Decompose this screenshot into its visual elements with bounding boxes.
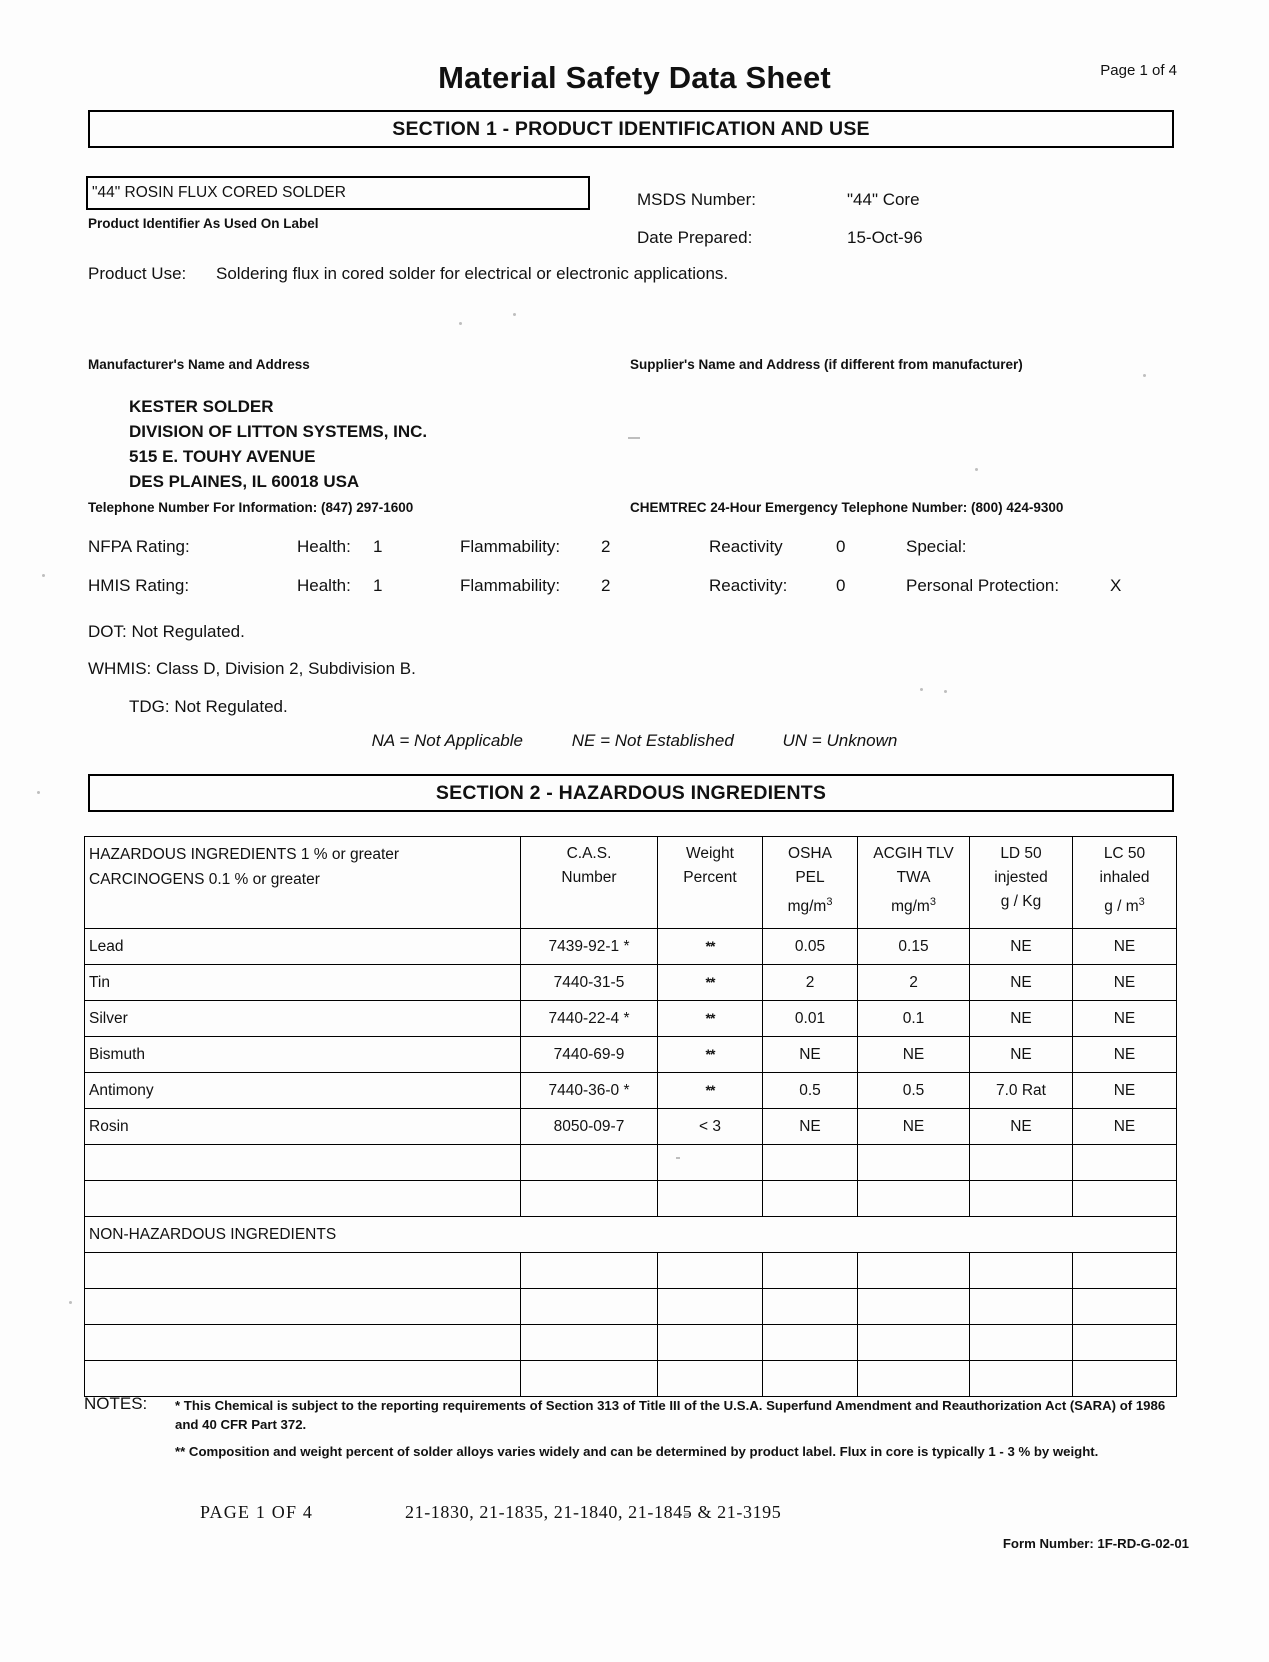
cell-cas bbox=[521, 1253, 658, 1289]
cell-lc50 bbox=[1073, 1253, 1177, 1289]
cell-ingredient-name: Tin bbox=[85, 965, 521, 1001]
col-header-lc50 bbox=[1073, 837, 1177, 929]
scan-speck bbox=[920, 688, 923, 691]
product-identifier-box: "44" ROSIN FLUX CORED SOLDER bbox=[86, 176, 590, 210]
cell-acgih: 0.15 bbox=[858, 929, 970, 965]
cell-cas: 7440-36-0 * bbox=[521, 1073, 658, 1109]
col-header-cas bbox=[521, 837, 658, 929]
col-header-ld50-line2: injested bbox=[994, 869, 1048, 886]
manufacturer-caption: Manufacturer's Name and Address bbox=[88, 357, 310, 372]
cell-cas: 7440-31-5 bbox=[521, 965, 658, 1001]
table-row bbox=[85, 1037, 1177, 1073]
legend-un: UN = Unknown bbox=[782, 731, 898, 750]
cell-ld50 bbox=[970, 1289, 1073, 1325]
cell-acgih bbox=[858, 1145, 970, 1181]
cell-ingredient-name bbox=[85, 1325, 521, 1361]
footer-page-number: PAGE 1 OF 4 bbox=[200, 1502, 314, 1522]
cell-ingredient-name: Antimony bbox=[85, 1073, 521, 1109]
cell-cas bbox=[521, 1145, 658, 1181]
cell-acgih: 2 bbox=[858, 965, 970, 1001]
table-row bbox=[85, 1073, 1177, 1109]
cell-weight: ** bbox=[658, 1037, 763, 1073]
hmis-flammability-label: Flammability: bbox=[460, 576, 561, 595]
address-line: 515 E. TOUHY AVENUE bbox=[129, 447, 316, 466]
cell-acgih: 0.1 bbox=[858, 1001, 970, 1037]
cell-weight bbox=[658, 1289, 763, 1325]
col-header-ld50-units: g / Kg bbox=[1000, 893, 1042, 910]
cell-ld50: NE bbox=[970, 1109, 1073, 1145]
cell-ingredient-name: Rosin bbox=[85, 1109, 521, 1145]
cell-osha: 0.01 bbox=[763, 1001, 858, 1037]
scan-speck bbox=[944, 690, 947, 693]
notes-label: NOTES: bbox=[84, 1394, 148, 1413]
cell-weight bbox=[658, 1181, 763, 1217]
col-header-acgih-line1: ACGIH TLV bbox=[873, 845, 954, 862]
cell-weight: ** bbox=[658, 1001, 763, 1037]
cell-weight bbox=[658, 1361, 763, 1397]
nfpa-flammability-value: 2 bbox=[601, 537, 611, 556]
hmis-personal-protection-value: X bbox=[1110, 576, 1122, 595]
page-title: Material Safety Data Sheet bbox=[438, 60, 831, 95]
scan-speck bbox=[513, 313, 516, 316]
cell-ld50: NE bbox=[970, 1037, 1073, 1073]
legend-na: NA = Not Applicable bbox=[371, 731, 523, 750]
hmis-label: HMIS Rating: bbox=[88, 576, 190, 595]
table-row bbox=[85, 1145, 1177, 1181]
cell-osha bbox=[763, 1181, 858, 1217]
hmis-health-value: 1 bbox=[373, 576, 383, 595]
hmis-health-label: Health: bbox=[297, 576, 351, 595]
nfpa-rating-row bbox=[0, 537, 1269, 561]
date-prepared-value: 15-Oct-96 bbox=[847, 228, 923, 247]
hmis-rating-row bbox=[0, 576, 1269, 600]
cell-weight: ** bbox=[658, 929, 763, 965]
table-header-row bbox=[85, 837, 1177, 929]
abbreviation-legend bbox=[0, 731, 1269, 751]
cell-osha: 0.05 bbox=[763, 929, 858, 965]
cell-weight bbox=[658, 1145, 763, 1181]
product-identifier-caption: Product Identifier As Used On Label bbox=[88, 216, 319, 231]
cell-ld50 bbox=[970, 1361, 1073, 1397]
scan-speck bbox=[975, 468, 978, 471]
col-header-lc50-units: g / $m^3$ bbox=[1104, 896, 1145, 916]
hmis-reactivity-label: Reactivity: bbox=[709, 576, 788, 595]
product-use-label: Product Use: bbox=[88, 264, 187, 283]
col-header-osha-line1: OSHA bbox=[788, 845, 832, 862]
cell-lc50 bbox=[1073, 1145, 1177, 1181]
cell-osha bbox=[763, 1361, 858, 1397]
whmis-classification: WHMIS: Class D, Division 2, Subdivision B. bbox=[88, 659, 416, 678]
table-row bbox=[85, 1109, 1177, 1145]
date-prepared-label: Date Prepared: bbox=[637, 228, 753, 247]
address-line: KESTER SOLDER bbox=[129, 397, 274, 416]
cell-cas bbox=[521, 1289, 658, 1325]
cell-acgih bbox=[858, 1181, 970, 1217]
section-1-banner: SECTION 1 - PRODUCT IDENTIFICATION AND USE bbox=[88, 110, 1174, 148]
col-header-cas-line1: C.A.S. bbox=[566, 845, 612, 862]
telephone-information: Telephone Number For Information: (847) 297-1600 bbox=[88, 500, 414, 515]
cell-lc50: NE bbox=[1073, 929, 1177, 965]
cell-ld50 bbox=[970, 1181, 1073, 1217]
col-header-weight-line2: Percent bbox=[683, 869, 737, 886]
note-sara: * This Chemical is subject to the reporting requirements of Section 313 of Title III of the U.S.A. Superfund Amendment and Reauthorization Act (SARA) of 1986 and 40 CFR Part 372. bbox=[175, 1398, 1166, 1432]
col-header-ingredients-line1: HAZARDOUS INGREDIENTS 1 % or greater bbox=[89, 846, 400, 863]
cell-acgih bbox=[858, 1325, 970, 1361]
table-row bbox=[85, 965, 1177, 1001]
table-row bbox=[85, 1289, 1177, 1325]
manufacturer-address bbox=[129, 394, 427, 494]
scan-speck bbox=[628, 437, 640, 439]
cell-acgih: NE bbox=[858, 1109, 970, 1145]
footer-product-codes: 21-1830, 21-1835, 21-1840, 21-1845 & 21-3195 bbox=[405, 1502, 782, 1522]
col-header-cas-line2: Number bbox=[561, 869, 617, 886]
supplier-caption: Supplier's Name and Address (if different from manufacturer) bbox=[630, 357, 1023, 372]
nonhazardous-header-row bbox=[85, 1217, 1177, 1253]
cell-ingredient-name: Silver bbox=[85, 1001, 521, 1037]
cell-cas: 8050-09-7 bbox=[521, 1109, 658, 1145]
nfpa-health-value: 1 bbox=[373, 537, 383, 556]
cell-ingredient-name: Lead bbox=[85, 929, 521, 965]
cell-ingredient-name bbox=[85, 1361, 521, 1397]
col-header-acgih-tlv bbox=[858, 837, 970, 929]
table-body bbox=[85, 929, 1177, 1397]
product-use-value: Soldering flux in cored solder for electrical or electronic applications. bbox=[216, 264, 729, 283]
cell-lc50 bbox=[1073, 1181, 1177, 1217]
section-2-banner: SECTION 2 - HAZARDOUS INGREDIENTS bbox=[88, 774, 1174, 812]
hmis-reactivity-value: 0 bbox=[836, 576, 846, 595]
col-header-weight bbox=[658, 837, 763, 929]
cell-lc50: NE bbox=[1073, 1001, 1177, 1037]
cell-osha bbox=[763, 1253, 858, 1289]
cell-ld50: NE bbox=[970, 1001, 1073, 1037]
cell-lc50 bbox=[1073, 1325, 1177, 1361]
nonhazardous-header: NON-HAZARDOUS INGREDIENTS bbox=[85, 1217, 1177, 1253]
cell-ld50 bbox=[970, 1253, 1073, 1289]
cell-ingredient-name bbox=[85, 1253, 521, 1289]
nfpa-label: NFPA Rating: bbox=[88, 537, 190, 556]
table-row bbox=[85, 1181, 1177, 1217]
cell-cas: 7440-69-9 bbox=[521, 1037, 658, 1073]
table-row bbox=[85, 1253, 1177, 1289]
hmis-flammability-value: 2 bbox=[601, 576, 611, 595]
page-indicator: Page 1 of 4 bbox=[1100, 62, 1177, 79]
cell-acgih bbox=[858, 1289, 970, 1325]
col-header-weight-line1: Weight bbox=[686, 845, 734, 862]
cell-osha bbox=[763, 1145, 858, 1181]
telephone-chemtrec: CHEMTREC 24-Hour Emergency Telephone Number: (800) 424-9300 bbox=[630, 500, 1064, 515]
footer-form-number: Form Number: 1F-RD-G-02-01 bbox=[1002, 1536, 1189, 1551]
cell-lc50: NE bbox=[1073, 1109, 1177, 1145]
cell-lc50 bbox=[1073, 1361, 1177, 1397]
cell-lc50: NE bbox=[1073, 1073, 1177, 1109]
cell-ld50: 7.0 Rat bbox=[970, 1073, 1073, 1109]
cell-ingredient-name bbox=[85, 1181, 521, 1217]
cell-osha: 2 bbox=[763, 965, 858, 1001]
nfpa-reactivity-label: Reactivity bbox=[709, 537, 783, 556]
cell-ld50: NE bbox=[970, 965, 1073, 1001]
col-header-lc50-line2: inhaled bbox=[1099, 869, 1150, 886]
col-header-ingredients bbox=[85, 837, 521, 929]
col-header-ld50-line1: LD 50 bbox=[1000, 845, 1042, 862]
cell-weight: < 3 bbox=[658, 1109, 763, 1145]
nfpa-special-label: Special: bbox=[906, 537, 967, 556]
cell-acgih bbox=[858, 1361, 970, 1397]
address-line: DES PLAINES, IL 60018 USA bbox=[129, 472, 360, 491]
col-header-ingredients-line2: CARCINOGENS 0.1 % or greater bbox=[89, 871, 320, 888]
col-header-osha-units: $mg/m^3$ bbox=[787, 896, 833, 916]
msds-number-value: "44" Core bbox=[847, 190, 920, 209]
cell-osha bbox=[763, 1325, 858, 1361]
col-header-acgih-units: $mg/m^3$ bbox=[891, 896, 936, 916]
note-composition: ** Composition and weight percent of solder alloys varies widely and can be determined by product label. Flux in core is typically 1 - 3 % by weight. bbox=[175, 1444, 1099, 1459]
scan-speck bbox=[459, 322, 462, 325]
cell-osha: 0.5 bbox=[763, 1073, 858, 1109]
cell-cas bbox=[521, 1181, 658, 1217]
hmis-personal-protection-label: Personal Protection: bbox=[906, 576, 1060, 595]
cell-acgih: NE bbox=[858, 1037, 970, 1073]
col-header-osha-line2: PEL bbox=[795, 869, 825, 886]
nfpa-flammability-label: Flammability: bbox=[460, 537, 561, 556]
scan-speck bbox=[37, 791, 40, 794]
cell-ld50 bbox=[970, 1145, 1073, 1181]
cell-ingredient-name bbox=[85, 1289, 521, 1325]
cell-osha: NE bbox=[763, 1037, 858, 1073]
cell-weight: ** bbox=[658, 1073, 763, 1109]
table-row bbox=[85, 1325, 1177, 1361]
cell-cas: 7440-22-4 * bbox=[521, 1001, 658, 1037]
cell-ld50: NE bbox=[970, 929, 1073, 965]
address-line: DIVISION OF LITTON SYSTEMS, INC. bbox=[129, 422, 428, 441]
col-header-lc50-line1: LC 50 bbox=[1103, 845, 1146, 862]
col-header-ld50 bbox=[970, 837, 1073, 929]
scan-speck bbox=[69, 1301, 72, 1304]
cell-ld50 bbox=[970, 1325, 1073, 1361]
col-header-osha-pel bbox=[763, 837, 858, 929]
table-row bbox=[85, 929, 1177, 965]
table-row bbox=[85, 1361, 1177, 1397]
cell-lc50: NE bbox=[1073, 1037, 1177, 1073]
nfpa-reactivity-value: 0 bbox=[836, 537, 846, 556]
dot-classification: DOT: Not Regulated. bbox=[88, 622, 245, 641]
table-header bbox=[85, 837, 1177, 929]
table-row bbox=[85, 1001, 1177, 1037]
cell-osha: NE bbox=[763, 1109, 858, 1145]
cell-lc50: NE bbox=[1073, 965, 1177, 1001]
msds-number-label: MSDS Number: bbox=[637, 190, 757, 209]
legend-ne: NE = Not Established bbox=[571, 731, 734, 750]
col-header-acgih-line2: TWA bbox=[896, 869, 931, 886]
cell-acgih bbox=[858, 1253, 970, 1289]
tdg-classification: TDG: Not Regulated. bbox=[129, 697, 288, 716]
cell-ingredient-name: Bismuth bbox=[85, 1037, 521, 1073]
scan-speck bbox=[1143, 374, 1146, 377]
cell-ingredient-name bbox=[85, 1145, 521, 1181]
cell-weight: ** bbox=[658, 965, 763, 1001]
cell-osha bbox=[763, 1289, 858, 1325]
cell-weight bbox=[658, 1325, 763, 1361]
cell-lc50 bbox=[1073, 1289, 1177, 1325]
nfpa-health-label: Health: bbox=[297, 537, 351, 556]
cell-cas bbox=[521, 1325, 658, 1361]
cell-cas bbox=[521, 1361, 658, 1397]
hazardous-ingredients-table bbox=[84, 836, 1177, 1397]
cell-acgih: 0.5 bbox=[858, 1073, 970, 1109]
cell-cas: 7439-92-1 * bbox=[521, 929, 658, 965]
cell-weight bbox=[658, 1253, 763, 1289]
